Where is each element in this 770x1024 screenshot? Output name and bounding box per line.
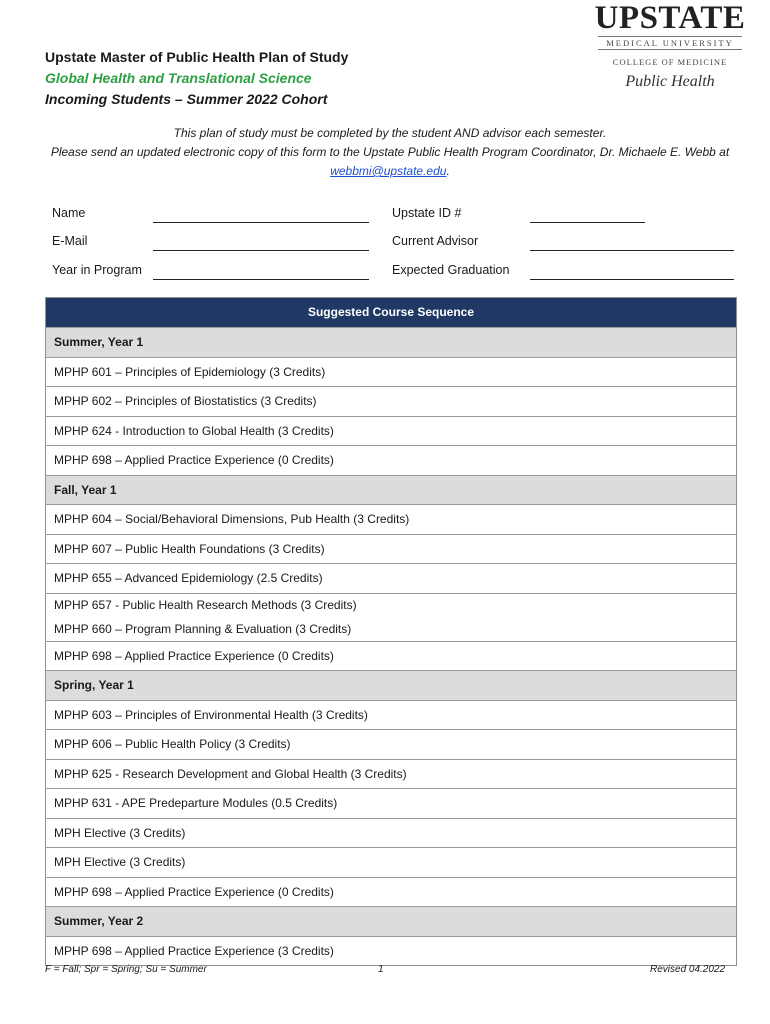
program-subtitle: Global Health and Translational Science xyxy=(45,70,312,86)
course-row: MPHP 698 – Applied Practice Experience (3 Credits) xyxy=(46,936,736,966)
upstate-id-field[interactable] xyxy=(530,222,645,223)
name-field[interactable] xyxy=(153,222,369,223)
course-row: MPHP 602 – Principles of Biostatistics (3 Credits) xyxy=(46,386,736,416)
section-row: Spring, Year 1 xyxy=(46,670,736,700)
course-row: MPHP 603 – Principles of Environmental Health (3 Credits) xyxy=(46,700,736,730)
page-number: 1 xyxy=(378,964,384,975)
coordinator-email-link[interactable]: webbmi@upstate.edu xyxy=(330,164,447,178)
year-in-program-field[interactable] xyxy=(153,279,369,280)
course-row: MPHP 624 - Introduction to Global Health (3 Credits) xyxy=(46,416,736,446)
course-row: MPHP 604 – Social/Behavioral Dimensions, Pub Health (3 Credits) xyxy=(46,504,736,534)
course-row: MPHP 698 – Applied Practice Experience (0 Credits) xyxy=(46,641,736,671)
title-block xyxy=(45,47,348,110)
course-row: MPH Elective (3 Credits) xyxy=(46,847,736,877)
instructions-line-1: This plan of study must be completed by the student AND advisor each semester. xyxy=(173,126,607,140)
email-label: E-Mail xyxy=(52,234,88,248)
course-row: MPHP 698 – Applied Practice Experience (0 Credits) xyxy=(46,877,736,907)
instructions-line-2 xyxy=(45,143,735,181)
year-in-program-label: Year in Program xyxy=(52,263,142,277)
expected-graduation-label: Expected Graduation xyxy=(392,263,510,277)
course-row: MPHP 655 – Advanced Epidemiology (2.5 Credits) xyxy=(46,563,736,593)
course-sequence-table xyxy=(45,297,737,966)
section-row: Fall, Year 1 xyxy=(46,475,736,505)
course-row: MPHP 625 - Research Development and Global Health (3 Credits) xyxy=(46,759,736,789)
revised-date: Revised 04.2022 xyxy=(650,964,726,975)
table-body xyxy=(46,327,736,965)
course-row: MPH Elective (3 Credits) xyxy=(46,818,736,848)
instructions xyxy=(45,124,735,181)
advisor-field[interactable] xyxy=(530,250,734,251)
email-field[interactable] xyxy=(153,250,369,251)
expected-graduation-field[interactable] xyxy=(530,279,734,280)
section-row: Summer, Year 1 xyxy=(46,327,736,357)
instructions-period: . xyxy=(446,164,450,178)
page-title: Upstate Master of Public Health Plan of Study xyxy=(45,49,349,65)
logo-college: COLLEGE OF MEDICINE xyxy=(612,57,728,67)
course-row: MPHP 601 – Principles of Epidemiology (3 Credits) xyxy=(46,357,736,387)
course-row-text: MPHP 660 – Program Planning & Evaluation (3 Credits) xyxy=(54,621,352,636)
logo-public-health: Public Health xyxy=(625,73,715,90)
footer-legend: F = Fall; Spr = Spring; Su = Summer xyxy=(45,964,207,975)
course-row xyxy=(46,593,736,641)
logo-wordmark: UPSTATE xyxy=(594,0,746,36)
course-row-text: MPHP 657 - Public Health Research Methods (3 Credits) xyxy=(54,597,357,612)
course-row: MPHP 631 - APE Predeparture Modules (0.5 Credits) xyxy=(46,788,736,818)
logo-divider xyxy=(598,49,742,50)
course-row: MPHP 607 – Public Health Foundations (3 Credits) xyxy=(46,534,736,564)
name-label: Name xyxy=(52,206,86,220)
course-row: MPHP 606 – Public Health Policy (3 Credits) xyxy=(46,729,736,759)
upstate-id-label: Upstate ID # xyxy=(392,206,462,220)
advisor-label: Current Advisor xyxy=(392,234,479,248)
instructions-text: Please send an updated electronic copy of this form to the Upstate Public Health Program Coordinator, Dr. Michaele E. Webb at xyxy=(50,145,730,159)
logo-medical-university: MEDICAL UNIVERSITY xyxy=(606,38,734,48)
section-row: Summer, Year 2 xyxy=(46,906,736,936)
course-row: MPHP 698 – Applied Practice Experience (0 Credits) xyxy=(46,445,736,475)
table-header: Suggested Course Sequence xyxy=(46,298,736,327)
upstate-logo xyxy=(590,0,750,93)
cohort-title: Incoming Students – Summer 2022 Cohort xyxy=(45,91,328,107)
